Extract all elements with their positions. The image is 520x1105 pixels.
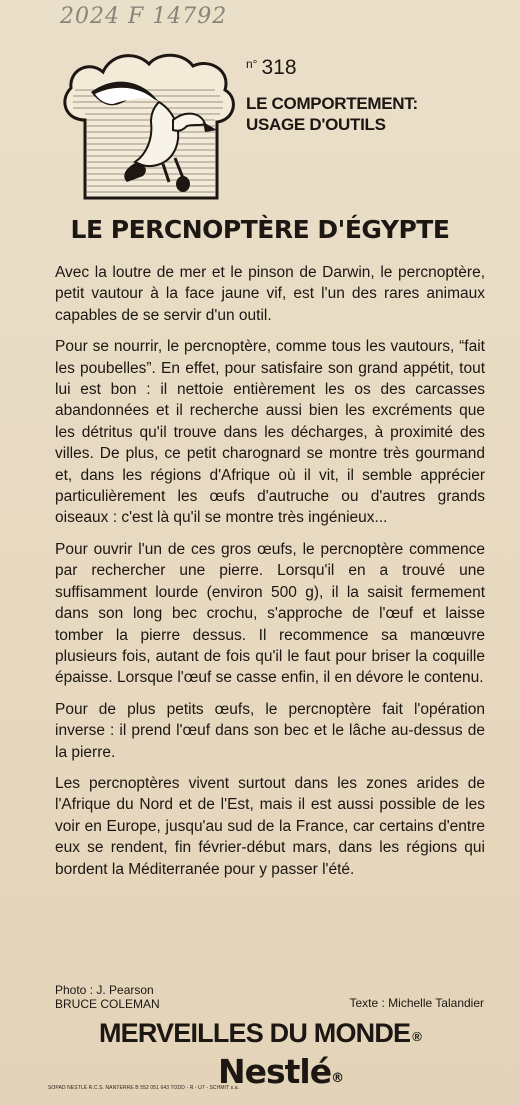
paragraph: Pour de plus petits œufs, le percnoptère fait l'opération inverse : il prend l'œuf dans son bec et le lâche au-dessus de la pierre. (55, 700, 485, 761)
series-name: MERVEILLES DU MONDE (98, 1018, 411, 1048)
category-line-2: USAGE D'OUTILS (246, 115, 386, 134)
handwritten-catalog-number: 2024 F 14792 (60, 4, 228, 29)
paragraph: Pour ouvrir l'un de ces gros œufs, le percnoptère commence par rechercher une pierre. Lorsqu'il en a trouvé une suffisamment lourde (environ 500 g), il la saisit fermement dans son long bec crochu, s'approche de l'œuf et laisse tomber la pierre dessus. Il recommence sa manœuvre plusieurs fois, autant de fois qu'il le faut pour briser la coquille épaisse. Lorsque l'œuf se casse enfin, il en dévore le contenu. (55, 540, 485, 687)
brand-name: Nestlé (218, 1052, 332, 1091)
number-value: 318 (261, 56, 297, 79)
registered-mark: ® (412, 1029, 422, 1044)
photo-credit-line-2: BRUCE COLEMAN (55, 997, 160, 1011)
paragraph: Pour se nourrir, le percnoptère, comme tous les vautours, “fait les poubelles”. En effet, pour satisfaire son grand appétit, tout lui est bon : il nettoie entièrement les os des carcasses abandonnées et il recherche aussi bien les excréments que les détritus qu'il trouve dans les décharges, à proximité des villes. De plus, ce petit charognard se montre très gourmand et, dans les régions d'Afrique où il vit, il semble apprécier particulièrement les œufs d'autruche ou d'autres grands oiseaux : c'est là qu'il se montre très ingénieux... (55, 338, 485, 527)
text-credit: Texte : Michelle Talandier (349, 996, 484, 1010)
number-prefix: n° (246, 57, 258, 71)
category-heading (246, 93, 418, 135)
card-title: LE PERCNOPTÈRE D'ÉGYPTE (70, 215, 450, 244)
paragraph: Les percnoptères vivent surtout dans les zones arides de l'Afrique du Nord et de l'Est, mais il est aussi possible de les voir en Europe, jusqu'au sud de la France, car certains d'entre eux se rendent, fin février-début mars, dans les régions qui bordent la Méditerranée pour y passer l'été. (55, 774, 485, 878)
category-line-1: LE COMPORTEMENT: (246, 94, 418, 113)
legal-small-print: SOPAD NESTLÉ R.C.S. NANTERRE B 552 051 643 TODD - R - U7 - SCHMIT s.a. (48, 1085, 240, 1091)
photo-credit (55, 983, 160, 1011)
body-text (55, 262, 485, 890)
card-number (246, 56, 297, 80)
paragraph: Avec la loutre de mer et le pinson de Darwin, le percnoptère, petit vautour à la face jaune vif, est l'un des rares animaux capables de se servir d'un outil. (55, 264, 485, 324)
series-title (0, 1018, 520, 1049)
brand-logo (218, 1052, 343, 1091)
brand-registered-mark: ® (331, 1071, 344, 1086)
photo-credit-line-1: Photo : J. Pearson (55, 983, 154, 997)
vulture-emblem-icon (55, 50, 241, 200)
